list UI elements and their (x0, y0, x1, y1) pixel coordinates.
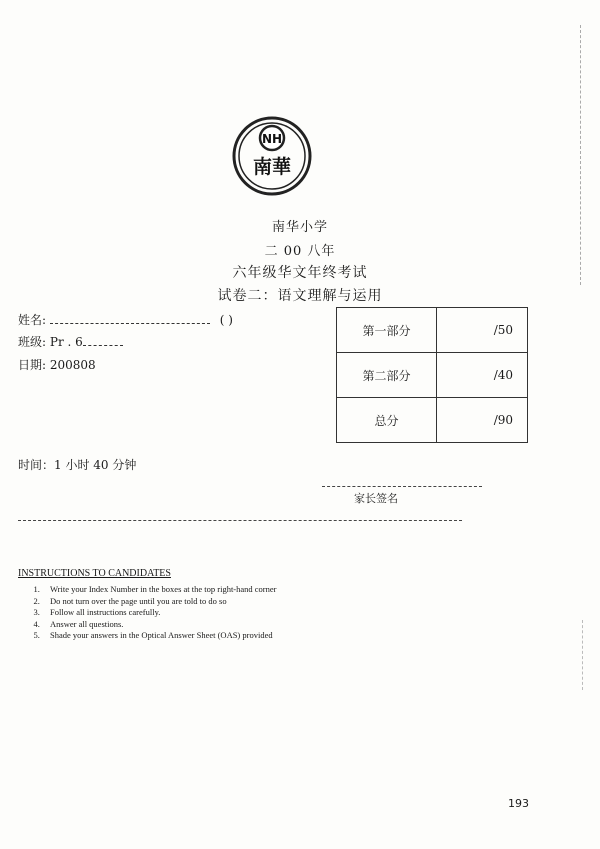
scan-edge-mark (582, 620, 584, 690)
class-line[interactable] (83, 335, 123, 346)
exam-title: 六年级华文年终考试 (232, 265, 368, 281)
class-field (18, 333, 123, 350)
school-name: 南华小学 (271, 220, 328, 235)
score-row (337, 308, 528, 353)
list-item: 3. Follow all instructions carefully. (42, 607, 277, 619)
name-line[interactable] (50, 313, 210, 324)
school-logo (232, 116, 312, 196)
exam-duration: 时间：1 小时 40 分钟 (18, 458, 137, 472)
score-row (337, 398, 528, 443)
list-item: 4. Answer all questions. (42, 619, 277, 631)
score-label: 第二部分 (337, 353, 437, 398)
scan-edge-mark (580, 25, 582, 285)
score-table (336, 307, 528, 443)
logo-name: 南華 (252, 156, 292, 178)
list-item: 5. Shade your answers in the Optical Answer Sheet (OAS) provided (42, 630, 277, 642)
score-label: 第一部分 (337, 308, 437, 353)
page-number: 193 (508, 797, 529, 810)
list-item: 2. Do not turn over the page until you are told to do so (42, 596, 277, 608)
divider (18, 520, 462, 521)
parent-signature-label: 家长签名 (354, 492, 398, 505)
index-parens: ( ) (219, 313, 233, 327)
name-field (18, 311, 233, 328)
score-value[interactable]: /40 (437, 353, 528, 398)
date-field (18, 356, 96, 373)
list-item: 1. Write your Index Number in the boxes at the top right-hand corner (42, 584, 277, 596)
logo-initials: NH (261, 132, 283, 146)
date-value: 200808 (49, 358, 96, 372)
score-value[interactable]: /50 (437, 308, 528, 353)
class-value: Pr . 6 (49, 335, 83, 349)
exam-year: 二 00 八年 (264, 244, 336, 259)
instructions-list (24, 584, 277, 642)
score-label: 总分 (337, 398, 437, 443)
signature-line[interactable] (322, 486, 482, 487)
paper-title: 试卷二：语文理解与运用 (217, 288, 383, 304)
date-label: 日期: (18, 358, 47, 372)
name-label: 姓名: (18, 313, 47, 327)
score-row (337, 353, 528, 398)
score-value[interactable]: /90 (437, 398, 528, 443)
class-label: 班级: (18, 335, 47, 349)
instructions-title: INSTRUCTIONS TO CANDIDATES (18, 568, 171, 579)
